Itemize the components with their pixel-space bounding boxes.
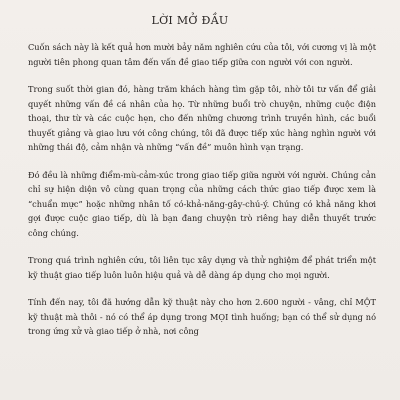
paragraph-1: Cuốn sách này là kết quả hơn mười bảy năm nghiên cứu của tôi, với cương vị là một người tiên phong quan tâm đến vấn đề giao tiếp giữa con người với con người. [28, 42, 376, 67]
paragraph-5: Tính đến nay, tôi đã hướng dẫn kỹ thuật này cho hơn 2.600 người - vâng, chỉ MỘT kỹ thuật mà thôi - nó có thể áp dụng trong MỌI tình huống; bạn có thể sử dụng nó trong ứng xử và giao tiếp ở nhà, nơi công [28, 297, 376, 336]
paragraph-3: Đó đều là những điểm-mù-cảm-xúc trong giao tiếp giữa người với người. Chúng cản chỉ sự hiện diện vô cùng quan trọng của những cách thức giao tiếp được xem là “chuẩn mực” hoặc những nhân tố có-khả-năng-gây-chú-ý. Chúng có khả năng khơi gợi được cuộc giao tiếp, dù là bạn đang chuyện trò riêng hay diễn thuyết trước công chúng. [28, 169, 376, 238]
paragraph-4: Trong quá trình nghiên cứu, tôi liên tục xây dựng và thử nghiệm để phát triển một kỹ thuật giao tiếp luôn luôn hiệu quả và dễ dàng áp dụng cho mọi người. [28, 255, 376, 280]
body-text [28, 40, 376, 352]
paragraph-2: Trong suốt thời gian đó, hàng trăm khách hàng tìm gặp tôi, nhờ tôi tư vấn để giải quyết những vấn đề cá nhân của họ. Từ những buổi trò chuyện, những cuộc điện thoại, thư từ và các cuộc hẹn, cho đến những chương trình truyền hình, các buổi thuyết giảng và giao lưu với công chúng, tôi đã được tiếp xúc hàng nghìn người với những thái độ, cảm nhận và những “vấn đề” muôn hình vạn trạng. [28, 84, 376, 152]
page-title: LỜI MỞ ĐẦU [151, 14, 229, 27]
